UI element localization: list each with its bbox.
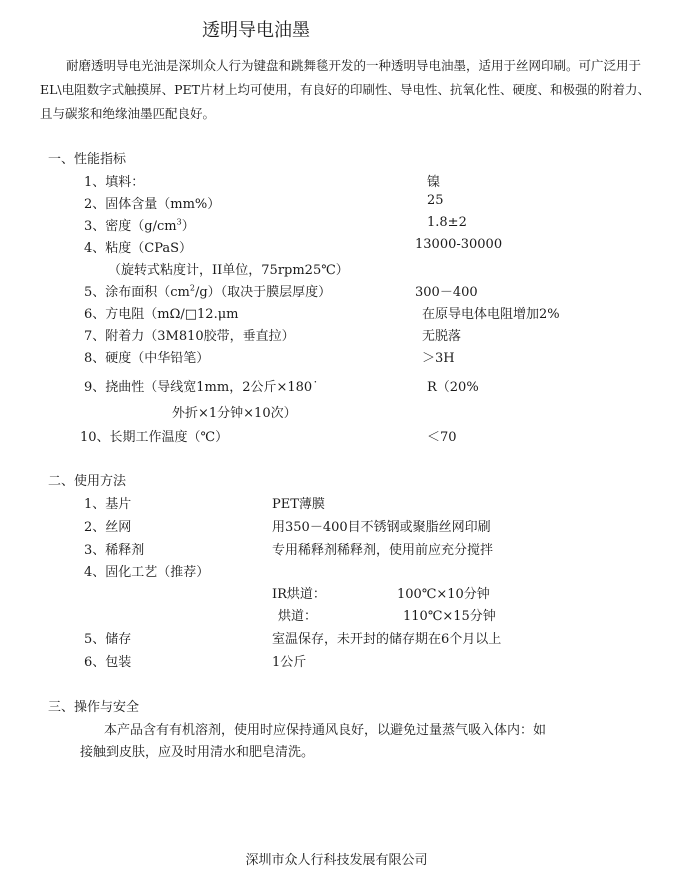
prop-value-solid-content: 25	[427, 193, 444, 208]
usage-label-packaging: 6、包装	[84, 655, 132, 670]
prop-value-hardness: ＞3H	[422, 351, 455, 366]
usage-value-storage: 室温保存，未开封的储存期在6个月以上	[272, 632, 502, 647]
prop-note-viscosity: （旋转式粘度计，II单位，75rpm25℃）	[108, 263, 349, 278]
prop-label-density: 3、密度$(g/cm^3)$	[84, 217, 195, 234]
prop-value-density: 1.8±2	[427, 215, 467, 230]
prop-label-hardness: 8、硬度（中华铅笔）	[84, 351, 210, 366]
curing-label-oven: 烘道：	[278, 609, 318, 624]
usage-value-substrate: PET薄膜	[272, 497, 325, 512]
usage-value-thinner: 专用稀释剂稀释剂，使用前应充分搅拌	[272, 543, 494, 558]
intro-text: 耐磨透明导电光油是深圳众人行为键盘和跳舞毯开发的一种透明导电油墨，适用于丝网印刷。可广泛用于EL\电阻数字式触摸屏、PET片材上均可使用，有良好的印刷性、导电性、抗氧化性、硬度、和极强的附着力、且与碳浆和绝缘油墨匹配良好。	[40, 58, 651, 121]
prop-label-flexibility: 9、挠曲性（导线宽1mm，2公斤×180˙	[84, 380, 319, 395]
usage-label-substrate: 1、基片	[84, 497, 132, 512]
prop-label-coverage: 5、涂布面积$(cm^2/g)$（取决于膜层厚度）	[84, 283, 332, 300]
prop-value-adhesion: 无脱落	[422, 329, 462, 344]
prop-note-flexibility: 外折×1分钟×10次）	[172, 406, 297, 421]
usage-label-thinner: 3、稀释剂	[84, 543, 145, 558]
prop-label-filler: 1、填料：	[84, 175, 145, 190]
prop-label-working-temp: 10、长期工作温度（℃）	[80, 430, 229, 445]
intro-paragraph	[40, 54, 650, 126]
prop-label-viscosity: 4、粘度（CPaS）	[84, 241, 193, 256]
prop-value-filler: 镍	[427, 175, 441, 190]
prop-value-working-temp: ＜70	[427, 430, 457, 445]
curing-value-oven: 110℃×15分钟	[403, 609, 496, 624]
usage-value-screen: 用350－400目不锈钢或聚脂丝网印刷	[272, 520, 491, 535]
curing-label-ir-oven: IR烘道：	[272, 587, 326, 602]
usage-value-packaging: 1公斤	[272, 655, 307, 670]
prop-label-solid-content: 2、固体含量（mm%）	[84, 197, 221, 212]
usage-label-curing: 4、固化工艺（推荐）	[84, 565, 210, 580]
prop-value-flexibility: R（20%	[427, 380, 479, 395]
usage-label-storage: 5、储存	[84, 632, 132, 647]
section-heading-safety: 三、操作与安全	[48, 700, 140, 715]
curing-value-ir-oven: 100℃×10分钟	[397, 587, 490, 602]
prop-label-sheet-resistance: 6、方电阻（mΩ/□12.μm	[84, 307, 239, 322]
prop-value-sheet-resistance: 在原导电体电阻增加2%	[422, 307, 560, 322]
section-heading-properties: 一、性能指标	[48, 152, 127, 167]
document-title: 透明导电油墨	[202, 20, 310, 41]
usage-label-screen: 2、丝网	[84, 520, 132, 535]
prop-label-adhesion: 7、附着力（3M810胶带，垂直拉）	[84, 329, 295, 344]
prop-value-coverage: 300－400	[415, 285, 478, 300]
section-heading-usage: 二、使用方法	[48, 474, 127, 489]
safety-text-line2: 接触到皮肤，应及时用清水和肥皂清洗。	[80, 745, 315, 760]
safety-text-line1: 本产品含有有机溶剂，使用时应保持通风良好，以避免过量蒸气吸入体内：如	[104, 723, 547, 738]
company-name-footer: 深圳市众人行科技发展有限公司	[245, 853, 428, 868]
prop-value-viscosity: 13000-30000	[415, 237, 503, 252]
